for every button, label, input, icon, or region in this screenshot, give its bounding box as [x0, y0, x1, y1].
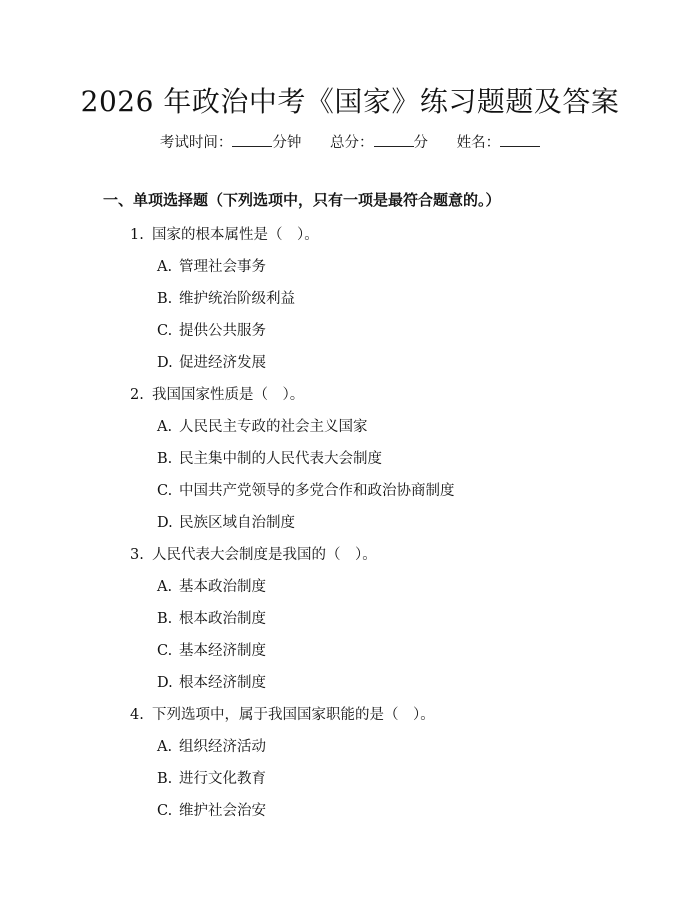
option-text: 根本政治制度: [179, 611, 266, 627]
option-letter: A.: [157, 579, 173, 595]
question-2-option-c: [157, 479, 455, 500]
option-text: 民主集中制的人民代表大会制度: [179, 451, 382, 467]
exam-time-field: [160, 131, 302, 152]
question-number: 3.: [130, 547, 144, 563]
question-4: [130, 703, 435, 724]
question-1-option-a: [157, 255, 266, 276]
option-text: 维护统治阶级利益: [179, 291, 295, 307]
option-text: 基本经济制度: [179, 643, 266, 659]
question-4-option-c: [157, 799, 266, 820]
section-heading: 一、单项选择题（下列选项中，只有一项是最符合题意的。）: [103, 191, 501, 209]
total-score-label: 总分：: [330, 135, 374, 151]
question-1-option-d: [157, 351, 266, 372]
document-title: 2026 年政治中考《国家》练习题题及答案: [80, 85, 620, 118]
question-3-option-a: [157, 575, 266, 596]
option-letter: C.: [157, 323, 173, 339]
student-name-blank: [500, 134, 540, 147]
option-text: 维护社会治安: [179, 803, 266, 819]
student-name-field: [457, 131, 541, 152]
student-name-label: 姓名：: [456, 135, 501, 151]
option-letter: C.: [157, 803, 173, 819]
option-letter: A.: [157, 419, 173, 435]
question-2-option-a: [157, 415, 368, 436]
option-letter: B.: [157, 451, 173, 467]
option-letter: D.: [157, 355, 173, 371]
question-3-option-c: [157, 639, 266, 660]
question-text: 下列选项中，属于我国国家职能的是（ ）。: [152, 707, 435, 723]
question-number: 1.: [130, 227, 144, 243]
question-text: 人民代表大会制度是我国的（ ）。: [152, 547, 377, 563]
option-letter: A.: [157, 739, 173, 755]
question-4-option-a: [157, 735, 266, 756]
question-1-option-b: [157, 287, 295, 308]
exam-time-blank: [232, 134, 272, 147]
question-text: 我国国家性质是（ ）。: [152, 387, 305, 403]
question-2: [130, 383, 304, 404]
exam-time-unit: 分钟: [272, 135, 302, 151]
option-letter: B.: [157, 291, 173, 307]
total-score-blank: [374, 134, 414, 147]
question-3-option-b: [157, 607, 266, 628]
option-text: 人民民主专政的社会主义国家: [179, 419, 368, 435]
option-letter: A.: [157, 259, 173, 275]
question-3: [130, 543, 377, 564]
total-score-field: [330, 131, 428, 152]
option-text: 中国共产党领导的多党合作和政治协商制度: [179, 483, 455, 499]
question-number: 2.: [130, 387, 144, 403]
option-letter: B.: [157, 771, 173, 787]
question-1: [130, 223, 319, 244]
question-2-option-b: [157, 447, 382, 468]
total-score-unit: 分: [413, 135, 428, 151]
question-1-option-c: [157, 319, 266, 340]
option-text: 进行文化教育: [179, 771, 266, 787]
exam-info-row: [0, 131, 700, 152]
option-letter: B.: [157, 611, 173, 627]
question-text: 国家的根本属性是（ ）。: [152, 227, 319, 243]
option-letter: D.: [157, 515, 173, 531]
question-4-option-b: [157, 767, 266, 788]
question-3-option-d: [157, 671, 266, 692]
option-text: 基本政治制度: [179, 579, 266, 595]
option-text: 提供公共服务: [179, 323, 266, 339]
option-letter: C.: [157, 643, 173, 659]
option-letter: C.: [157, 483, 173, 499]
option-text: 促进经济发展: [179, 355, 266, 371]
option-text: 根本经济制度: [179, 675, 266, 691]
option-letter: D.: [157, 675, 173, 691]
option-text: 管理社会事务: [179, 259, 266, 275]
question-2-option-d: [157, 511, 295, 532]
question-number: 4.: [130, 707, 144, 723]
option-text: 民族区域自治制度: [179, 515, 295, 531]
exam-time-label: 考试时间：: [159, 135, 233, 151]
option-text: 组织经济活动: [179, 739, 266, 755]
